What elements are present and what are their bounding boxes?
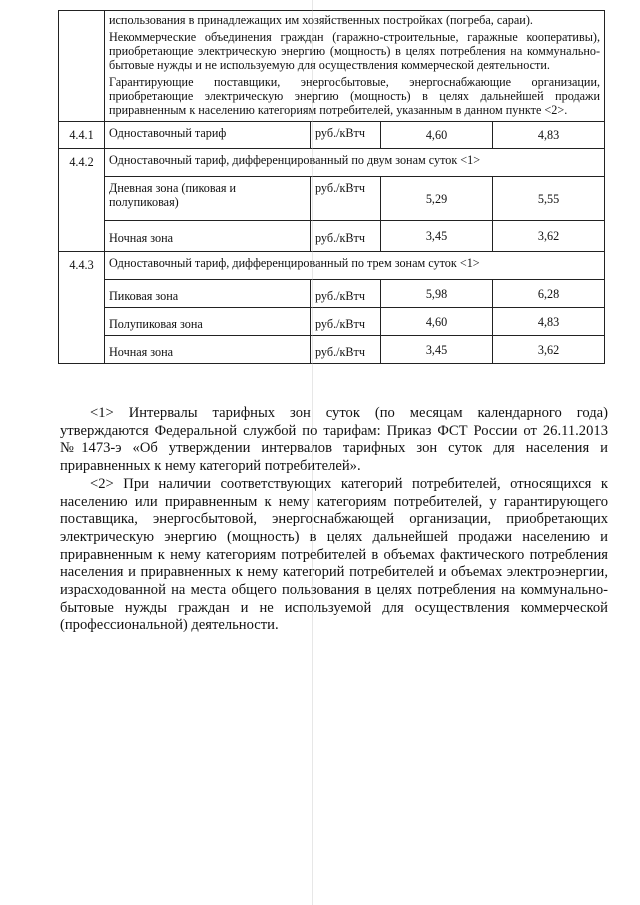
- tariff-value-2: 6,28: [493, 280, 605, 308]
- tariff-unit: руб./кВтч: [311, 280, 381, 308]
- tariff-unit: руб./кВтч: [311, 177, 381, 221]
- tariff-unit: руб./кВтч: [311, 308, 381, 336]
- tariff-group-title: Одноставочный тариф, дифференцированный по двум зонам суток <1>: [105, 149, 605, 177]
- description-paragraph: использования в принадлежащих им хозяйственных постройках (погреба, сараи).: [109, 13, 533, 27]
- tariff-name: Дневная зона (пиковая и полупиковая): [105, 177, 311, 221]
- tariff-unit: руб./кВтч: [311, 336, 381, 364]
- tariff-value-1: 3,45: [381, 221, 493, 252]
- scan-fold-line: [312, 0, 313, 905]
- description-paragraph: Гарантирующие поставщики, энергосбытовые, энергоснабжающие организации, приобретающие электрическую энергию (мощность) в целях дальнейшей продажи приравненным к населению категориям потребителей, указанным в данном пункте <2>.: [109, 75, 601, 117]
- footnote-1: <1> Интервалы тарифных зон суток (по месяцам календарного года) утверждаются Федеральной службой по тарифам: Приказ ФСТ России от 26.11.2013 №1473-э «Об утверждении интервалов тарифных зон суток для населения и приравненных к нему категорий потребителей».: [60, 405, 608, 475]
- tariff-value-2: 4,83: [493, 308, 605, 336]
- table-row: [59, 149, 605, 177]
- table-row: [59, 177, 605, 221]
- category-description-cell: [105, 11, 605, 122]
- table-row: [59, 122, 605, 149]
- tariff-name: Одноставочный тариф: [105, 122, 311, 149]
- table-row: [59, 252, 605, 280]
- description-paragraph: Некоммерческие объединения граждан (гаражно-строительные, гаражные кооперативы), приобретающие электрическую энергию (мощность) в целях потребления на коммунально-бытовые нужды и не используемую для осуществления коммерческой деятельности.: [109, 30, 601, 72]
- table-row: [59, 280, 605, 308]
- tariff-value-1: 5,29: [381, 177, 493, 221]
- tariff-name: Ночная зона: [105, 221, 311, 252]
- tariff-table: [58, 10, 605, 364]
- row-number: 4.4.3: [59, 252, 105, 364]
- tariff-name: Полупиковая зона: [105, 308, 311, 336]
- tariff-value-1: 4,60: [381, 308, 493, 336]
- tariff-value-2: 4,83: [493, 122, 605, 149]
- tariff-value-1: 4,60: [381, 122, 493, 149]
- tariff-unit: руб./кВтч: [311, 122, 381, 149]
- row-number: 4.4.2: [59, 149, 105, 252]
- tariff-name: Пиковая зона: [105, 280, 311, 308]
- tariff-value-1: 3,45: [381, 336, 493, 364]
- table-row: [59, 308, 605, 336]
- table-row: [59, 11, 605, 122]
- footnotes: [60, 405, 608, 635]
- row-number-cell: [59, 11, 105, 122]
- tariff-value-2: 5,55: [493, 177, 605, 221]
- table-row: [59, 221, 605, 252]
- tariff-unit: руб./кВтч: [311, 221, 381, 252]
- row-number: 4.4.1: [59, 122, 105, 149]
- tariff-name: Ночная зона: [105, 336, 311, 364]
- tariff-value-2: 3,62: [493, 336, 605, 364]
- tariff-value-1: 5,98: [381, 280, 493, 308]
- tariff-group-title: Одноставочный тариф, дифференцированный по трем зонам суток <1>: [105, 252, 605, 280]
- tariff-value-2: 3,62: [493, 221, 605, 252]
- footnote-2: <2> При наличии соответствующих категорий потребителей, относящихся к населению или приравненным к нему категориям потребителей, у гарантирующего поставщика, энергосбытовой, энергоснабжающей организации, приобретающих электрическую энергию (мощность) в целях дальнейшей продажи населению и приравненным к нему категориям потребителей в объемах фактического потребления населения и приравненных к нему категорий потребителей и объемах электроэнергии, израсходованной на места общего пользования в целях потребления на коммунально-бытовые нужды граждан и не используемой для осуществления коммерческой (профессиональной) деятельности.: [60, 475, 608, 634]
- table-row: [59, 336, 605, 364]
